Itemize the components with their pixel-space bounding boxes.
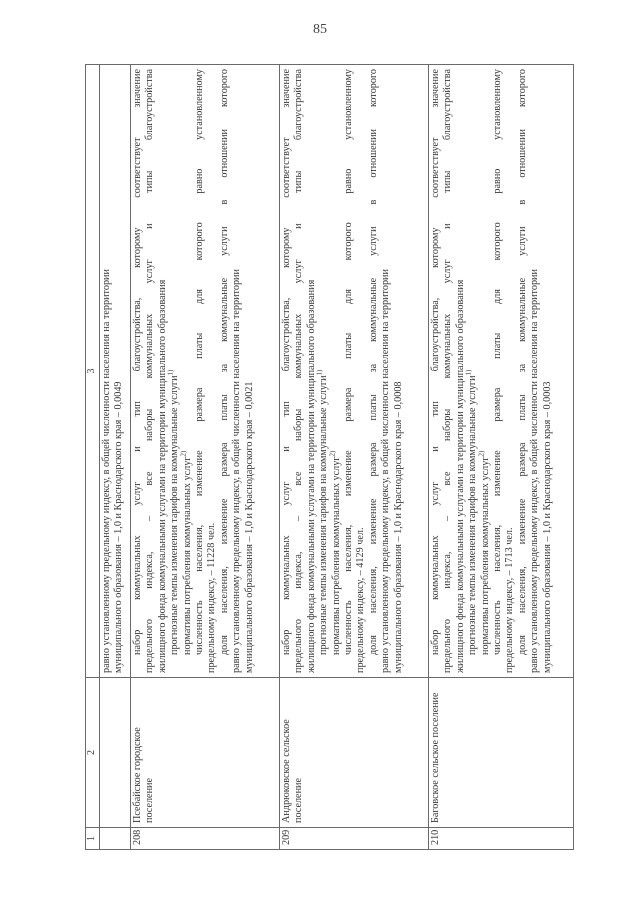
description-line-text: равно установленному предельному индексу, в общей численности населения на территории	[231, 269, 243, 673]
description-line-text: набор коммунальных услуг и тип благоустройства, которому соответствует значение	[430, 69, 441, 655]
table-header-row	[86, 65, 100, 850]
settlement-name: Псебайское городское поселение	[131, 678, 280, 828]
settlement-name: Баговское сельское поселение	[429, 678, 574, 828]
table-row	[131, 65, 280, 850]
description-line-text: нормативы потребления коммунальных услуг	[181, 456, 193, 655]
row-number: 208	[131, 828, 280, 850]
description-line	[529, 69, 541, 673]
description-line-text: предельного индекса, – все наборы коммунальных услуг и типы благоустройства	[293, 69, 305, 673]
description-line	[542, 69, 554, 673]
settlement-name: Андрюковское сельское поселение	[280, 678, 429, 828]
page-number: 85	[313, 22, 327, 37]
continuation-num-cell	[100, 828, 131, 850]
description-line-text: численность населения, изменение размера платы для которого равно установленному	[194, 69, 206, 655]
description-line	[393, 69, 405, 673]
description-line-text: равно установленному предельному индексу, в общей численности населения на территории	[380, 269, 392, 673]
description-cell	[131, 65, 280, 678]
rotated-table-wrapper	[85, 65, 565, 850]
description-line-text: жилищного фонда коммунальными услугами на территории муниципального образования	[156, 279, 168, 673]
description-line-text: доля населения, изменение размера платы за коммунальные услуги в отношении которого	[367, 69, 379, 655]
footnote-marker: 1)	[464, 369, 473, 376]
header-col-1: 1	[86, 828, 100, 850]
description-line-text: прогнозные темпы изменения тарифов на коммунальные услуги	[318, 375, 330, 655]
continuation-text-cell	[100, 65, 131, 678]
description-line	[442, 69, 454, 673]
description-line	[132, 69, 144, 673]
description-line	[343, 69, 355, 673]
description-cell	[280, 65, 429, 678]
description-line-text: муниципального образования – 1,0 и Краснодарского края – 0,0021	[243, 381, 255, 673]
description-line	[504, 69, 516, 673]
description-line-text: предельному индексу, – 11228 чел.	[206, 522, 218, 673]
footnote-marker: 1)	[315, 369, 324, 376]
description-line	[219, 69, 231, 673]
description-line-text: предельному индексу, – 4129 чел.	[355, 527, 367, 673]
description-line-text: доля населения, изменение размера платы за коммунальные услуги в отношении которого	[218, 69, 230, 655]
continuation-line: муниципального образования – 1,0 и Краснодарского края – 0,0049	[113, 381, 125, 673]
description-line	[380, 69, 392, 673]
description-line	[293, 69, 305, 673]
description-line	[194, 69, 206, 673]
continuation-name-cell	[100, 678, 131, 828]
description-line	[355, 69, 367, 673]
description-line-text: предельного индекса, – все наборы коммунальных услуг и типы благоустройства	[442, 69, 454, 673]
description-line	[477, 69, 492, 673]
description-line-text: предельного индекса, – все наборы коммунальных услуг и типы благоустройства	[144, 69, 156, 673]
description-line	[492, 69, 504, 673]
description-line-text: жилищного фонда коммунальными услугами на территории муниципального образования	[305, 279, 317, 673]
description-line-text: нормативы потребления коммунальных услуг	[479, 456, 491, 655]
description-line	[464, 69, 479, 673]
description-line	[206, 69, 218, 673]
description-line-text: прогнозные темпы изменения тарифов на коммунальные услуги	[467, 375, 479, 655]
description-line	[368, 69, 380, 673]
description-line	[144, 69, 156, 673]
description-line	[166, 69, 181, 673]
description-cell	[429, 65, 574, 678]
header-col-2: 2	[86, 678, 100, 828]
description-line	[179, 69, 194, 673]
continuation-line: равно установленному предельному индексу, в общей численности населения на территории	[101, 269, 112, 673]
description-line	[315, 69, 330, 673]
header-col-3: 3	[86, 65, 100, 678]
footnote-marker: 2)	[328, 450, 337, 457]
indices-table	[85, 64, 574, 850]
description-line-text: равно установленному предельному индексу, в общей численности населения на территории	[529, 269, 541, 673]
row-number: 210	[429, 828, 574, 850]
description-line-text: численность населения, изменение размера платы для которого равно установленному	[343, 69, 355, 655]
description-line	[231, 69, 243, 673]
footnote-marker: 2)	[179, 450, 188, 457]
description-line-text: доля населения, изменение размера платы за коммунальные услуги в отношении которого	[516, 69, 528, 655]
description-line-text: предельному индексу, – 1713 чел.	[504, 527, 516, 673]
row-number: 209	[280, 828, 429, 850]
description-line	[328, 69, 343, 673]
continuation-row	[100, 65, 131, 850]
description-line	[517, 69, 529, 673]
description-line	[281, 69, 293, 673]
description-line-text: муниципального образования – 1,0 и Краснодарского края – 0,0003	[541, 381, 553, 673]
description-line-text: численность населения, изменение размера платы для которого равно установленному	[492, 69, 504, 655]
description-line-text: нормативы потребления коммунальных услуг	[330, 456, 342, 655]
description-line-text: набор коммунальных услуг и тип благоустройства, которому соответствует значение	[281, 69, 292, 655]
table-row	[280, 65, 429, 850]
description-line-text: муниципального образования – 1,0 и Краснодарского края – 0,0008	[392, 381, 404, 673]
table-row	[429, 65, 574, 850]
footnote-marker: 1)	[166, 369, 175, 376]
description-line-text: жилищного фонда коммунальными услугами на территории муниципального образования	[454, 279, 466, 673]
footnote-marker: 2)	[477, 450, 486, 457]
description-line-text: прогнозные темпы изменения тарифов на коммунальные услуги	[169, 375, 181, 655]
description-line	[430, 69, 442, 673]
description-line	[244, 69, 256, 673]
description-line-text: набор коммунальных услуг и тип благоустройства, которому соответствует значение	[132, 69, 143, 655]
